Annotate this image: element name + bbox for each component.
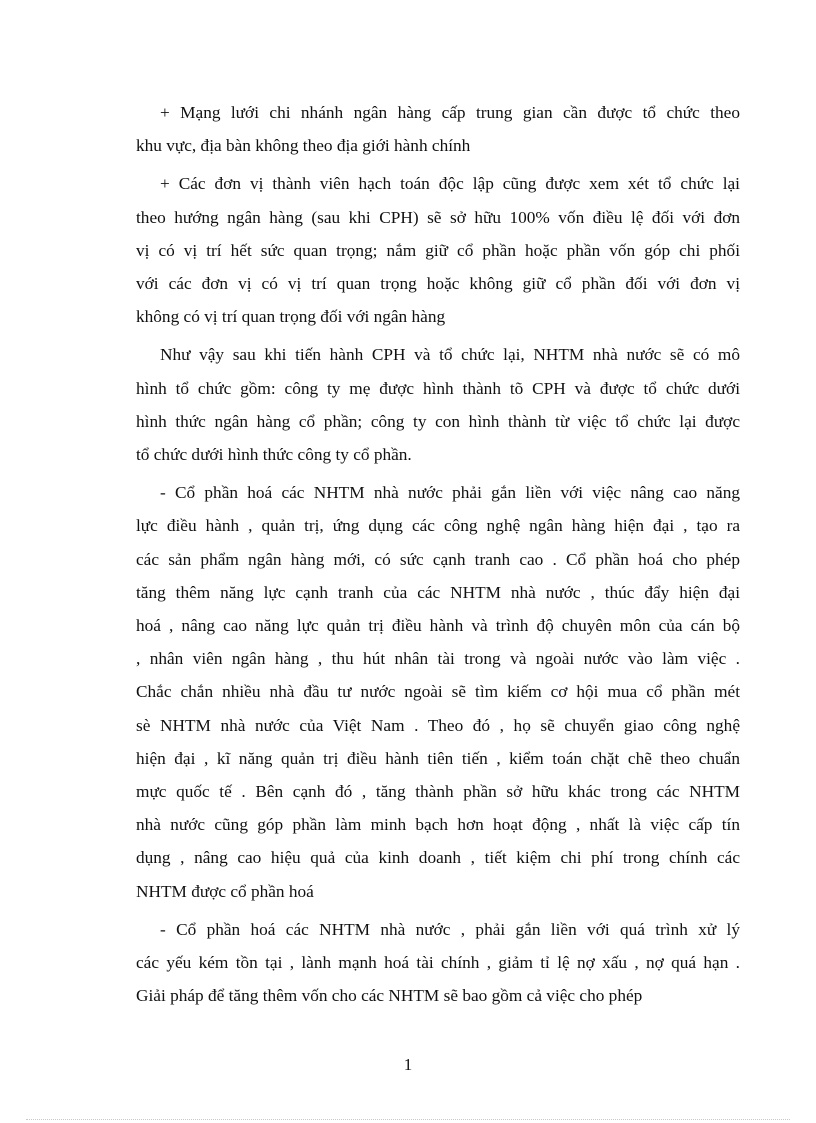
page-number: 1 [403, 1055, 413, 1074]
text-line: - Cổ phần hoá các NHTM nhà nước phải gắn liền với việc nâng cao năng [160, 483, 740, 503]
text-line: các yếu kém tồn tại , lành mạnh hoá tài chính , giảm tỉ lệ nợ xấu , nợ quá hạn . [136, 953, 740, 973]
paragraph-bullet-capacity [136, 476, 740, 908]
text-line: lực điều hành , quản trị, ứng dụng các công nghệ ngân hàng hiện đại , tạo ra [136, 516, 740, 536]
text-line: Giải pháp để tăng thêm vốn cho các NHTM sẽ bao gồm cả việc cho phép [136, 986, 643, 1006]
text-line: tổ chức dưới hình thức công ty cổ phần. [136, 445, 412, 465]
footer-divider [26, 1119, 790, 1120]
text-line: hiện đại , kĩ năng quản trị điều hành tiên tiến , kiểm toán chặt chẽ theo chuẩn [136, 748, 740, 768]
paragraph-summary [136, 338, 740, 471]
text-line: + Mạng lưới chi nhánh ngân hàng cấp trung gian cần được tổ chức theo [160, 103, 740, 122]
text-line: nhà nước cũng góp phần làm minh bạch hơn hoạt động , nhất là việc cấp tín [136, 815, 740, 835]
text-line: hình tổ chức gồm: công ty mẹ được hình thành tõ CPH và được tổ chức dưới [136, 378, 740, 398]
text-line: + Các đơn vị thành viên hạch toán độc lập cũng được xem xét tổ chức lại [160, 174, 740, 194]
text-line: tăng thêm năng lực cạnh tranh của các NHTM nhà nước , thúc đẩy hiện đại [136, 582, 740, 602]
text-line: hình thức ngân hàng cổ phần; công ty con hình thành từ việc tổ chức lại được [136, 411, 740, 431]
text-line: không có vị trí quan trọng đối với ngân hàng [136, 307, 446, 327]
text-line: , nhân viên ngân hàng , thu hút nhân tài trong và ngoài nước vào làm việc . [136, 649, 740, 669]
text-line: NHTM được cổ phần hoá [136, 881, 314, 901]
text-line: vị có vị trí hết sức quan trọng; nắm giữ cổ phần hoặc phần vốn góp chi phối [136, 240, 740, 260]
text-line: mực quốc tế . Bên cạnh đó , tăng thành phần sở hữu khác trong các NHTM [136, 782, 740, 802]
text-line: Chắc chắn nhiều nhà đầu tư nước ngoài sẽ tìm kiếm cơ hội mua cổ phần mét [136, 682, 740, 702]
paragraph-bullet-restructure [136, 913, 740, 1013]
text-line: các sản phẩm ngân hàng mới, có sức cạnh tranh cao . Cổ phần hoá cho phép [136, 549, 740, 569]
text-line: hoá , nâng cao năng lực quản trị điều hành và trình độ chuyên môn của cán bộ [136, 616, 740, 636]
text-line: sè NHTM nhà nước của Việt Nam . Theo đó , họ sẽ chuyển giao công nghệ [136, 715, 740, 735]
text-line: Như vậy sau khi tiến hành CPH và tổ chức lại, NHTM nhà nước sẽ có mô [160, 345, 740, 365]
text-line: với các đơn vị có vị trí quan trọng hoặc không giữ cổ phần đối với đơn vị [136, 274, 740, 294]
text-line: - Cổ phần hoá các NHTM nhà nước , phải gắn liền với quá trình xử lý [160, 919, 740, 939]
text-line: theo hướng ngân hàng (sau khi CPH) sẽ sở hữu 100% vốn điều lệ đối với đơn [136, 207, 740, 227]
paragraph-member-units [136, 167, 740, 333]
document-body [136, 96, 740, 1017]
text-line: khu vực, địa bàn không theo địa giới hành chính [136, 136, 471, 156]
paragraph-network [136, 96, 740, 162]
text-line: dụng , nâng cao hiệu quả của kinh doanh , tiết kiệm chi phí trong chính các [136, 848, 740, 868]
